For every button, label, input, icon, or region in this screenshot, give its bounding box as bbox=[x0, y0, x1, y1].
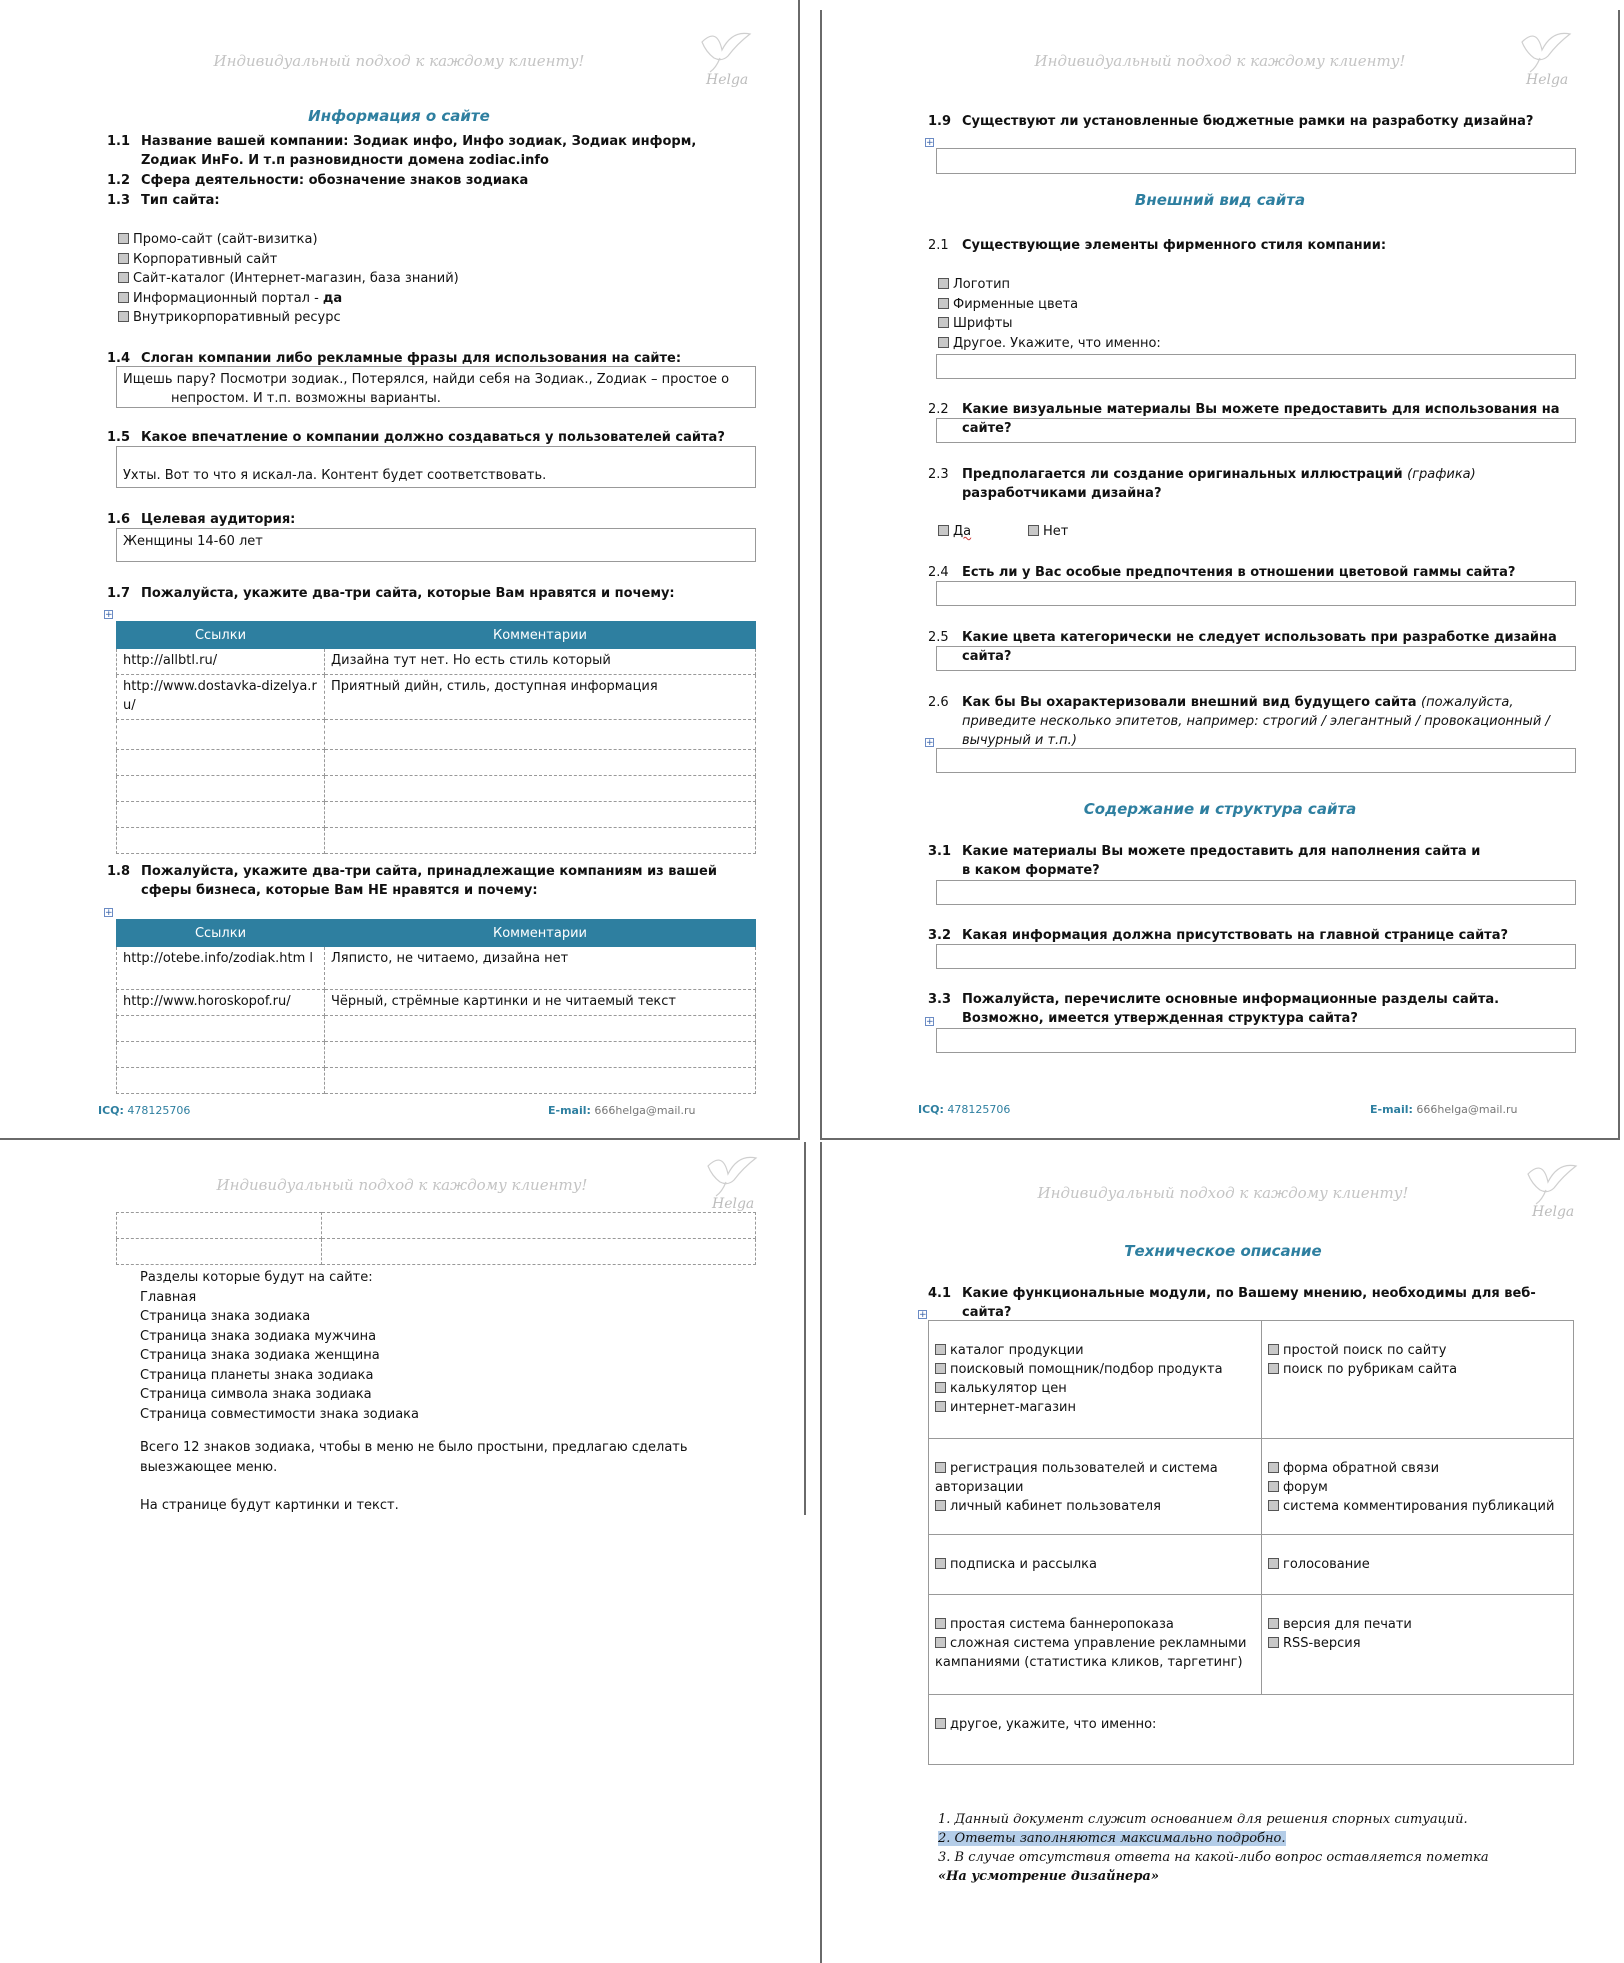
sections-list: Разделы которые будут на сайте: Главная Страница знака зодиака Страница знака зодиака мужчина Страница знака зодиака женщина Страница планеты знака зодиака Страница символа знака зодиака Страница совместимости знака зодиака bbox=[140, 1270, 419, 1422]
checkbox-module[interactable]: поисковый помощник/подбор продукта bbox=[935, 1360, 1255, 1379]
checkbox-module[interactable]: поиск по рубрикам сайта bbox=[1268, 1360, 1567, 1379]
table-move-handle-icon[interactable]: + bbox=[105, 908, 113, 918]
checkbox-site-type-3[interactable]: Информационный портал - да bbox=[118, 289, 342, 308]
answer-3-1[interactable] bbox=[936, 880, 1576, 905]
page-2 bbox=[820, 10, 1620, 1140]
table-move-handle-icon[interactable]: + bbox=[105, 610, 113, 620]
helga-logo bbox=[1512, 22, 1578, 88]
disliked-sites-table: Ссылки Комментарии http://otebe.info/zodiak.htm l Ляписто, не читаемо, дизайна нет http://www.horoskopof.ru/ Чёрный, стрёмные картинки и не читаемый текст bbox=[116, 919, 756, 1094]
q-num: 1.2 bbox=[107, 173, 131, 188]
answer-1-4[interactable]: Ищешь пару? Посмотри зодиак., Потерялся, найди себя на Зодиак., Zодиак – простое о непростом. И т.п. возможны варианты. bbox=[116, 366, 756, 408]
table-row: http://www.horoskopof.ru/ Чёрный, стрёмные картинки и не читаемый текст bbox=[117, 990, 756, 1016]
checkbox-site-type-0[interactable]: Промо-сайт (сайт-визитка) bbox=[118, 230, 318, 249]
table-row: http://www.dostavka-dizelya.ru/ Приятный дийн, стиль, доступная информация bbox=[117, 675, 756, 720]
table-row bbox=[929, 1535, 1574, 1595]
question-1-1 bbox=[107, 132, 727, 170]
question-2-4: 2.4 Есть ли у Вас особые предпочтения в отношении цветовой гаммы сайта? bbox=[928, 565, 1516, 580]
footer-icq: ICQ: 478125706 bbox=[918, 1103, 1011, 1116]
table-row bbox=[117, 828, 756, 854]
checkbox-module[interactable]: форма обратной связи bbox=[1268, 1459, 1567, 1478]
question-2-1: 2.1 Существующие элементы фирменного стиля компании: bbox=[928, 238, 1387, 253]
checkbox-module[interactable]: RSS-версия bbox=[1268, 1634, 1567, 1653]
table-row bbox=[117, 1068, 756, 1094]
question-2-5: 2.5 Какие цвета категорически не следует использовать при разработке дизайна сайта? bbox=[928, 630, 1557, 664]
menu-paragraph: Всего 12 знаков зодиака, чтобы в меню не было простыни, предлагаю сделать выезжающее меню. bbox=[140, 1440, 688, 1475]
table-move-handle-icon[interactable]: + bbox=[926, 1017, 934, 1027]
table-row bbox=[929, 1695, 1574, 1765]
checkbox-no[interactable]: Нет bbox=[1028, 522, 1068, 541]
col-comments: Комментарии bbox=[325, 622, 756, 649]
table-row bbox=[117, 720, 756, 750]
answer-1-5[interactable]: Ухты. Вот то что я искал-ла. Контент будет соответствовать. bbox=[116, 446, 756, 488]
table-row: http://otebe.info/zodiak.htm l Ляписто, не читаемо, дизайна нет bbox=[117, 947, 756, 990]
notes-block: 1. Данный документ служит основанием для решения спорных ситуаций. 2. Ответы заполняются максимально подробно. 3. В случае отсутствия ответа на какой-либо вопрос оставляется пометка «На усмотрение дизайнера» bbox=[938, 1812, 1489, 1884]
checkbox-module-other[interactable]: другое, укажите, что именно: bbox=[935, 1715, 1567, 1734]
checkbox-module[interactable]: калькулятор цен bbox=[935, 1379, 1255, 1398]
col-links: Ссылки bbox=[117, 622, 325, 649]
checkbox-style-0[interactable]: Логотип bbox=[938, 275, 1010, 294]
header-tagline: Индивидуальный подход к каждому клиенту! bbox=[213, 52, 585, 70]
checkbox-style-1[interactable]: Фирменные цвета bbox=[938, 295, 1078, 314]
checkbox-module[interactable]: версия для печати bbox=[1268, 1615, 1567, 1634]
section-title-content: Содержание и структура сайта bbox=[1083, 800, 1357, 818]
checkbox-module[interactable]: каталог продукции bbox=[935, 1341, 1255, 1360]
answer-1-9[interactable] bbox=[936, 148, 1576, 174]
svg-text:Helga: Helga bbox=[1526, 72, 1569, 88]
svg-text:Helga: Helga bbox=[706, 72, 749, 88]
q-text: Тип сайта: bbox=[141, 193, 220, 208]
checkbox-yes[interactable]: Да bbox=[938, 522, 971, 541]
question-1-8: 1.8 Пожалуйста, укажите два-три сайта, принадлежащие компаниям из вашей сферы бизнеса, которые Вам НЕ нравятся и почему: bbox=[107, 864, 717, 898]
checkbox-style-2[interactable]: Шрифты bbox=[938, 314, 1013, 333]
question-1-9: 1.9 Существуют ли установленные бюджетные рамки на разработку дизайна? bbox=[928, 114, 1534, 129]
checkbox-style-3[interactable]: Другое. Укажите, что именно: bbox=[938, 334, 1161, 353]
answer-2-2[interactable] bbox=[936, 418, 1576, 443]
checkbox-module[interactable]: регистрация пользователей и система авторизации bbox=[935, 1461, 1218, 1495]
table-move-handle-icon[interactable]: + bbox=[919, 1310, 927, 1320]
page-4 bbox=[820, 1142, 1624, 1963]
section-title-technical: Техническое описание bbox=[1124, 1242, 1322, 1260]
question-1-7: 1.7 Пожалуйста, укажите два-три сайта, которые Вам нравятся и почему: bbox=[107, 586, 675, 601]
question-3-2: 3.2 Какая информация должна присутствовать на главной странице сайта? bbox=[928, 928, 1509, 943]
table-row bbox=[117, 750, 756, 776]
checkbox-module[interactable]: интернет-магазин bbox=[935, 1398, 1255, 1417]
footer-email: E-mail: 666helga@mail.ru bbox=[1370, 1103, 1518, 1116]
section-title-site-info: Информация о сайте bbox=[308, 107, 490, 125]
question-1-3 bbox=[107, 191, 727, 210]
table-move-handle-icon[interactable]: + bbox=[926, 738, 934, 748]
checkbox-module[interactable]: голосование bbox=[1268, 1555, 1567, 1574]
table-row bbox=[929, 1321, 1574, 1439]
q-text: Название вашей компании: Зодиак инфо, Инфо зодиак, Зодиак информ, Zодиак ИнFо. И т.п разновидности домена zodiac.info bbox=[141, 134, 697, 168]
checkbox-module[interactable]: сложная система управление рекламными кампаниями (статистика кликов, таргетинг) bbox=[935, 1636, 1247, 1670]
table-row bbox=[929, 1595, 1574, 1695]
page-1 bbox=[0, 0, 800, 1140]
question-2-6: 2.6 Как бы Вы охарактеризовали внешний вид будущего сайта (пожалуйста, приведите несколько эпитетов, например: строгий / элегантный / провокационный / вычурный и т.п.) bbox=[928, 695, 1550, 748]
q-text: Сфера деятельности: обозначение знаков зодиака bbox=[141, 173, 529, 188]
table-row bbox=[117, 776, 756, 802]
question-3-3: 3.3 Пожалуйста, перечислите основные информационные разделы сайта. Возможно, имеется утвержденная структура сайта? bbox=[928, 992, 1500, 1026]
table-move-handle-icon[interactable]: + bbox=[926, 138, 934, 148]
answer-1-6[interactable]: Женщины 14-60 лет bbox=[116, 528, 756, 562]
header-tagline: Индивидуальный подход к каждому клиенту! bbox=[1034, 52, 1406, 70]
question-2-2: 2.2 Какие визуальные материалы Вы можете предоставить для использования на сайте? bbox=[928, 402, 1560, 436]
header-tagline: Индивидуальный подход к каждому клиенту! bbox=[216, 1176, 588, 1194]
checkbox-module[interactable]: форум bbox=[1268, 1478, 1567, 1497]
header-tagline: Индивидуальный подход к каждому клиенту! bbox=[1037, 1184, 1409, 1202]
page-3 bbox=[0, 1142, 806, 1515]
table-row bbox=[117, 1239, 756, 1265]
checkbox-module[interactable]: система комментирования публикаций bbox=[1268, 1497, 1567, 1516]
content-paragraph: На странице будут картинки и текст. bbox=[140, 1498, 399, 1513]
checkbox-site-type-4[interactable]: Внутрикорпоративный ресурс bbox=[118, 308, 341, 327]
question-4-1: 4.1 Какие функциональные модули, по Вашему мнению, необходимы для веб-сайта? bbox=[928, 1286, 1536, 1320]
svg-text:Helga: Helga bbox=[1532, 1204, 1575, 1220]
footer-icq: ICQ: 478125706 bbox=[98, 1104, 191, 1117]
q-num: 1.1 bbox=[107, 134, 131, 149]
checkbox-module[interactable]: подписка и рассылка bbox=[935, 1555, 1255, 1574]
checkbox-module[interactable]: личный кабинет пользователя bbox=[935, 1497, 1255, 1516]
table-row bbox=[117, 802, 756, 828]
checkbox-site-type-2[interactable]: Сайт-каталог (Интернет-магазин, база знаний) bbox=[118, 269, 459, 288]
table-row: http://allbtl.ru/ Дизайна тут нет. Но есть стиль который bbox=[117, 649, 756, 675]
modules-table bbox=[928, 1320, 1574, 1765]
answer-2-1[interactable] bbox=[936, 354, 1576, 379]
question-1-6: 1.6 Целевая аудитория: bbox=[107, 512, 296, 527]
table-row bbox=[929, 1439, 1574, 1535]
helga-logo bbox=[698, 1146, 764, 1212]
checkbox-module[interactable]: простая система баннеропоказа bbox=[935, 1615, 1255, 1634]
question-1-4: 1.4 Слоган компании либо рекламные фразы для использования на сайте: bbox=[107, 351, 682, 366]
answer-3-3[interactable] bbox=[936, 1028, 1576, 1053]
table-row bbox=[117, 1016, 756, 1042]
helga-logo bbox=[1518, 1154, 1584, 1220]
table-row bbox=[117, 1213, 756, 1239]
liked-sites-table bbox=[116, 621, 756, 854]
disliked-sites-table-continued bbox=[116, 1212, 756, 1265]
svg-text:Helga: Helga bbox=[712, 1196, 755, 1212]
table-row bbox=[117, 1042, 756, 1068]
answer-3-2[interactable] bbox=[936, 944, 1576, 969]
answer-2-4[interactable] bbox=[936, 581, 1576, 606]
helga-logo bbox=[692, 22, 758, 88]
question-3-1: 3.1 Какие материалы Вы можете предоставить для наполнения сайта и в каком формате? bbox=[928, 844, 1481, 878]
question-2-3: 2.3 Предполагается ли создание оригинальных иллюстраций (графика) разработчиками дизайна? bbox=[928, 467, 1476, 501]
answer-2-6[interactable] bbox=[936, 748, 1576, 773]
q-num: 1.3 bbox=[107, 193, 131, 208]
checkbox-module[interactable]: простой поиск по сайту bbox=[1268, 1341, 1567, 1360]
checkbox-site-type-1[interactable]: Корпоративный сайт bbox=[118, 250, 277, 269]
footer-email: E-mail: 666helga@mail.ru bbox=[548, 1104, 696, 1117]
question-1-5: 1.5 Какое впечатление о компании должно создаваться у пользователей сайта? bbox=[107, 430, 725, 445]
answer-2-5[interactable] bbox=[936, 646, 1576, 671]
question-1-2 bbox=[107, 171, 727, 190]
section-title-appearance: Внешний вид сайта bbox=[1134, 191, 1306, 209]
